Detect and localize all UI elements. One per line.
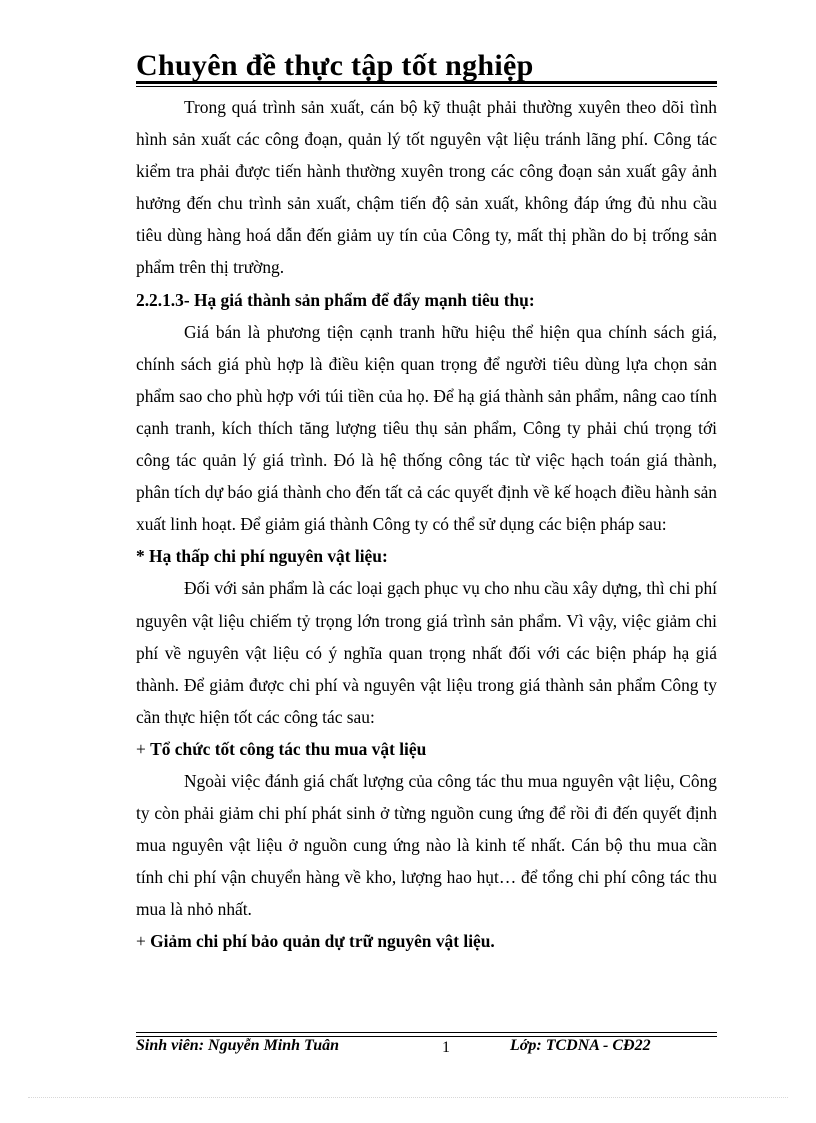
header-title: Chuyên đề thực tập tốt nghiệp (136, 49, 534, 82)
paragraph-material-cost: Đối với sản phẩm là các loại gạch phục vụ cho nhu cầu xây dựng, thì chi phí nguyên vật liệu chiếm tỷ trọng lớn trong giá trình sản phẩm. Vì vậy, việc giảm chi phí về nguyên vật liệu có ý nghĩa quan trọng nhất đối với các biện pháp hạ giá thành. Để giảm được chi phí và nguyên vật liệu trong giá thành sản phẩm Công ty cần thực hiện tốt các công tác sau: (136, 578, 717, 727)
paragraph-pricing: Giá bán là phương tiện cạnh tranh hữu hiệu thể hiện qua chính sách giá, chính sách giá phù hợp là điều kiện quan trọng để người tiêu dùng lựa chọn sản phẩm sao cho phù hợp với túi tiền của họ. Để hạ giá thành sản phẩm, nâng cao tính cạnh tranh, kích thích tăng lượng tiêu thụ sản phẩm, Công ty phải chú trọng tới công tác quản lý giá trình. Đó là hệ thống công tác từ việc hạch toán giá thành, phân tích dự báo giá thành cho đến tất cả các quyết định về kế hoạch điều hành sản xuất linh hoạt. Để giảm giá thành Công ty có thể sử dụng các biện pháp sau: (136, 321, 717, 535)
subheading-purchasing-text: Tổ chức tốt công tác thu mua vật liệu (150, 738, 427, 759)
footer-student-name: Sinh viên: Nguyễn Minh Tuân (136, 1037, 340, 1054)
page-number: 1 (442, 1039, 450, 1056)
header-rule-thin (136, 86, 717, 87)
page-bottom-border (28, 1097, 788, 1098)
paragraph-purchasing: Ngoài việc đánh giá chất lượng của công tác thu mua nguyên vật liệu, Công ty còn phải giảm chi phí phát sinh ở từng nguồn cung ứng để rồi đi đến quyết định mua nguyên vật liệu ở nguồn cung ứng nào là kinh tế nhất. Cán bộ thu mua cần tính chi phí vận chuyển hàng về kho, lượng hao hụt… để tổng chi phí công tác thu mua là nhỏ nhất. (136, 770, 717, 920)
subheading-storage-text: Giảm chi phí bảo quản dự trữ nguyên vật liệu. (150, 931, 495, 952)
document-body (136, 91, 717, 958)
section-heading-2-2-1-3: 2.2.1.3- Hạ giá thành sản phẩm để đẩy mạnh tiêu thụ: (136, 289, 535, 310)
paragraph-quality-control: Trong quá trình sản xuất, cán bộ kỹ thuật phải thường xuyên theo dõi tình hình sản xuất các công đoạn, quản lý tốt nguyên vật liệu tránh lãng phí. Công tác kiểm tra phải được tiến hành thường xuyên trong các công đoạn sản xuất gây ảnh hưởng đến chu trình sản xuất, chậm tiến độ sản xuất, không đáp ứng đủ nhu cầu tiêu dùng hàng hoá dẫn đến giảm uy tín của Công ty, mất thị phần do bị trống sản phẩm trên thị trường. (136, 97, 717, 278)
subheading-material-cost: * Hạ thấp chi phí nguyên vật liệu: (136, 546, 388, 567)
subheading-purchasing (136, 733, 717, 765)
footer-rule (136, 1032, 717, 1033)
subheading-storage (136, 925, 717, 957)
footer-class: Lớp: TCDNA - CĐ22 (510, 1037, 651, 1054)
bullet-plus: + (136, 738, 151, 759)
header-rule (136, 81, 717, 84)
bullet-plus: + (136, 931, 151, 952)
